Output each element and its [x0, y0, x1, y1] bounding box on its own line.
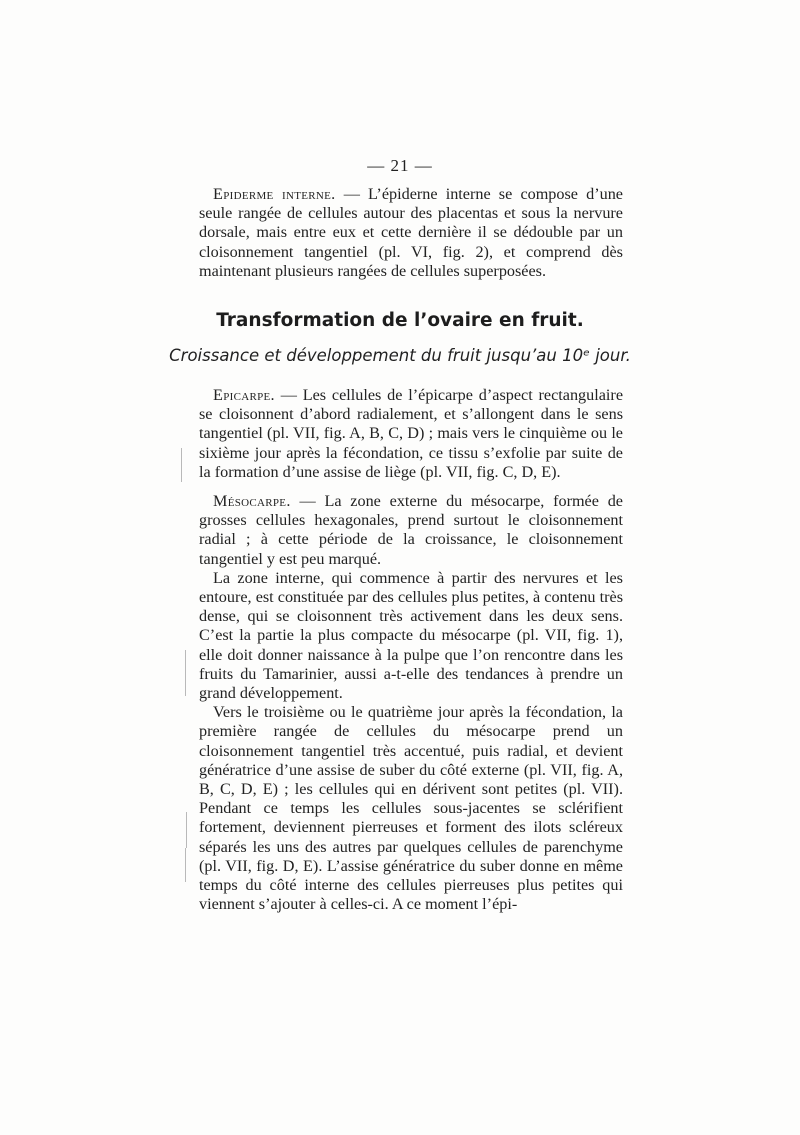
paragraph-zone-interne: La zone interne, qui commence à partir des nervures et les entoure, est constituée par des cellules plus petites, à contenu très dense, qui se cloisonnent très activement dans les deux sens. C’est la partie la plus compacte du mésocarpe (pl. VII, fig. 1), elle doit donner naissance à la pulpe que l’on rencontre dans les fruits du Tamarinier, aussi a-t-elle des tendances à prendre un grand développement.: [199, 568, 623, 703]
section-label-mesocarpe: Mésocarpe.: [213, 492, 291, 510]
paragraph-troisieme-jour: Vers le troisième ou le quatrième jour après la fécondation, la première rangée de cellules du mésocarpe prend un cloisonnement tangentiel très accentué, puis radial, et devient génératrice d’une assise de suber du côté externe (pl. VII, fig. A, B, C, D, E) ; les cellules qui en dérivent sont petites (pl. VII). Pendant ce temps les cellules sous-jacentes se sclérifient fortement, deviennent pierreuses et forment des ilots scléreux séparés les uns des autres par quelques cellules de parenchyme (pl. VII, fig. D, E). L’assise génératrice du suber donne en même temps du côté interne des cellules pierreuses plus petites qui viennent s’ajouter à celles-ci. A ce moment l’épi-: [199, 703, 623, 914]
margin-mark: [186, 812, 187, 848]
section-heading: Transformation de l’ovaire en fruit.: [216, 310, 584, 331]
paragraph-mesocarpe: [199, 492, 623, 569]
paragraph-epicarpe: [199, 386, 623, 482]
margin-mark: [185, 848, 186, 882]
section-epiderme-interne: [199, 185, 623, 281]
margin-mark: [181, 448, 182, 482]
paragraph-text-epicarpe: — Les cellules de l’épicarpe d’aspect rectangulaire se cloisonnent d’abord radialement, et s’allongent dans le sens tangentiel (pl. VII, fig. A, B, C, D) ; mais vers le cinquième ou le sixième jour après la fécondation, ce tissu s’exfolie par suite de la formation d’une assise de liège (pl. VII, fig. C, D, E).: [199, 386, 623, 481]
paragraph-epiderme: [199, 185, 623, 281]
section-label-epicarpe: Epicarpe.: [213, 386, 275, 404]
section-mesocarpe: [199, 492, 623, 914]
section-epicarpe: [199, 386, 623, 482]
section-subheading: Croissance et développement du fruit jusqu’au 10ᵉ jour.: [169, 346, 631, 365]
paragraph-text-mesocarpe: — La zone externe du mésocarpe, formée de grosses cellules hexagonales, prend surtout le cloisonnement radial ; à cette période de la croissance, le cloisonnement tangentiel y est peu marqué.: [199, 492, 623, 568]
section-label-epiderme: Epiderme interne.: [213, 185, 336, 203]
paragraph-text-epiderme: — L’épiderne interne se compose d’une seule rangée de cellules autour des placentas et sous la nervure dorsale, mais entre eux et cette dernière il se dédouble par un cloisonnement tangentiel (pl. VI, fig. 2), et comprend dès maintenant plusieurs rangées de cellules superposées.: [199, 185, 623, 280]
margin-mark: [185, 650, 186, 696]
page-number: — 21 —: [367, 156, 433, 175]
